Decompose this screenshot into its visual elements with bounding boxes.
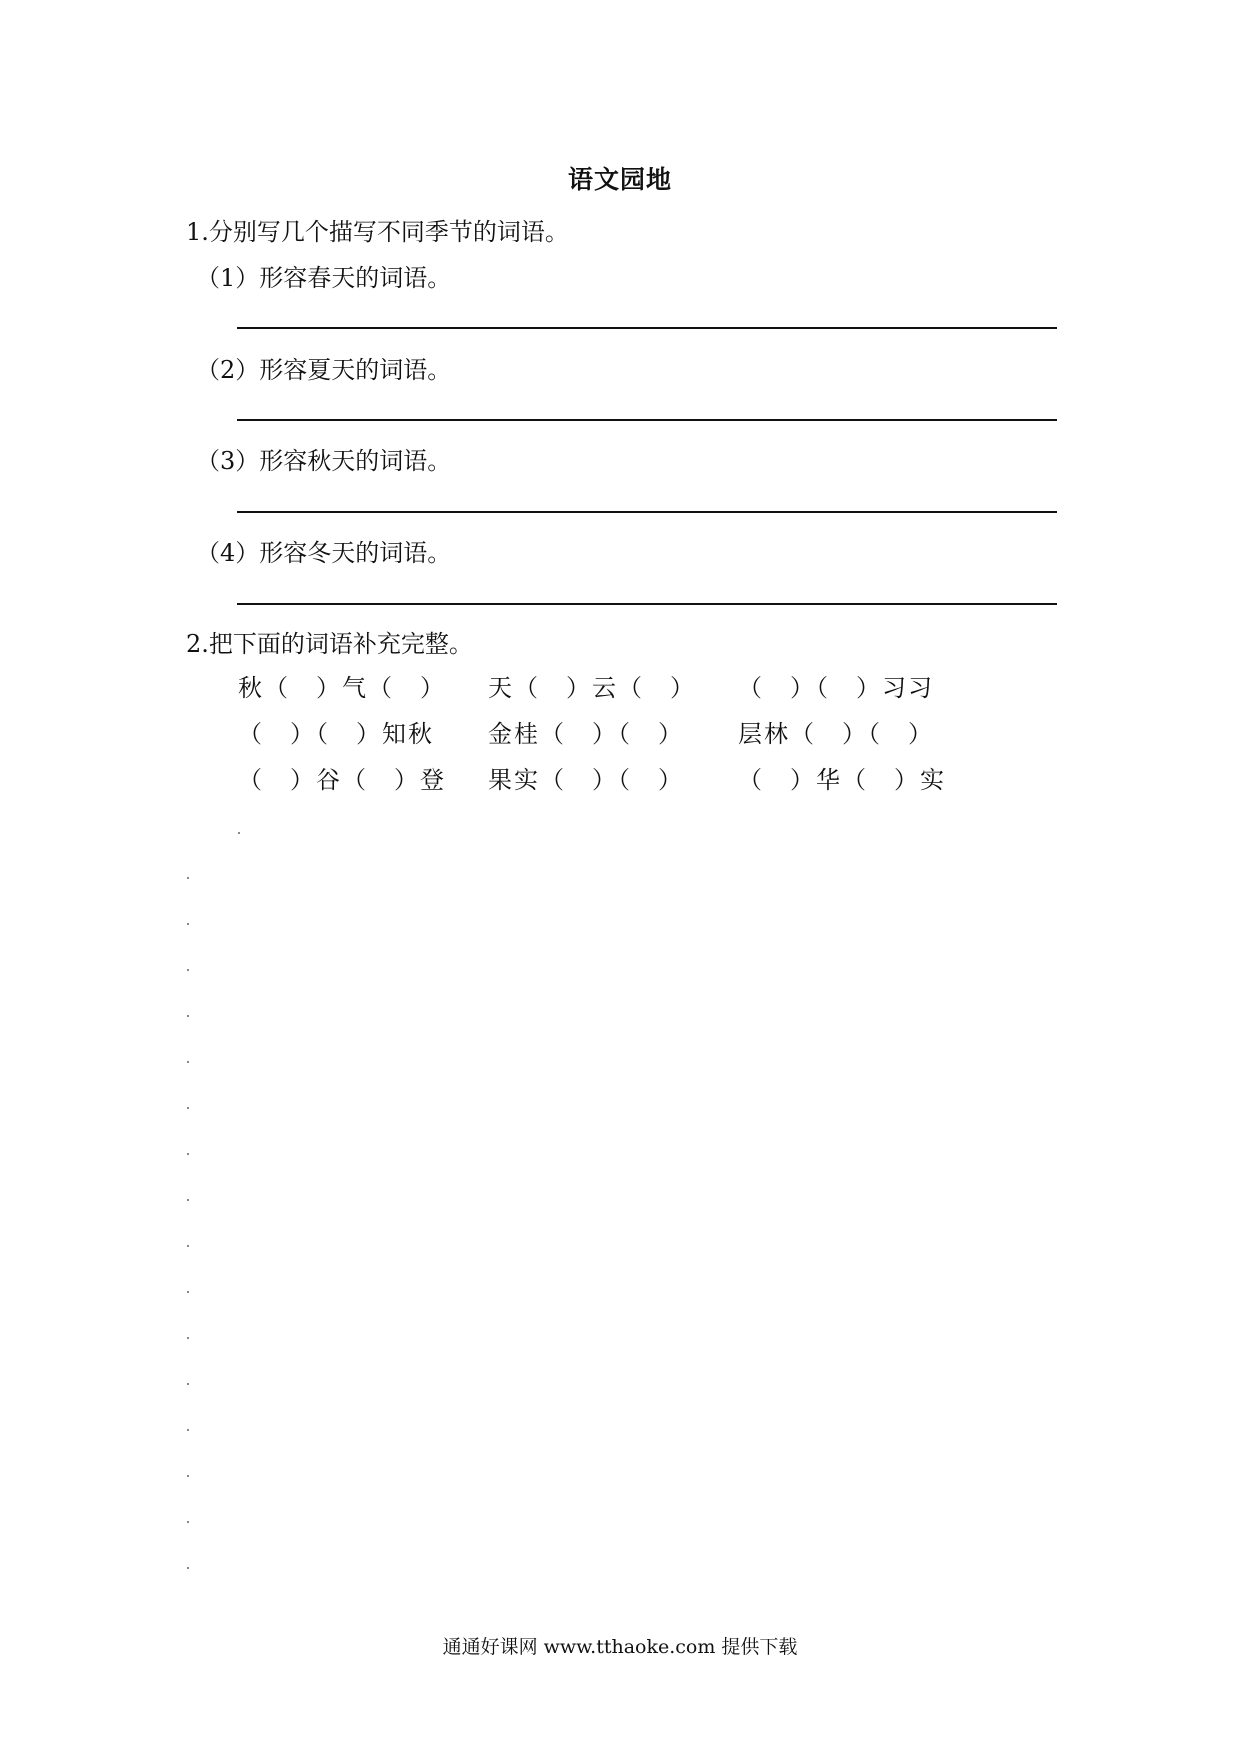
question-1-item-autumn-label: （3）形容秋天的词语。 [196,447,452,475]
margin-dot [187,1107,189,1109]
fill-blank-phrase[interactable]: （ ）谷（ ）登 [238,766,446,794]
question-1-item-spring-label: （1）形容春天的词语。 [196,264,452,292]
fill-blank-phrase[interactable]: （ ）华（ ）实 [738,766,946,794]
question-1-heading: 1.分别写几个描写不同季节的词语。 [186,218,569,246]
question-1-item-autumn-answer-line[interactable] [237,511,1057,513]
fill-blank-phrase[interactable]: 金桂（ ）（ ） [488,720,684,748]
margin-dot [238,832,240,834]
fill-blank-phrase[interactable]: 层林（ ）（ ） [738,720,934,748]
margin-dot [187,1383,189,1385]
margin-dot [187,1199,189,1201]
footer-source-note: 通通好课网 www.tthaoke.com 提供下载 [442,1636,798,1658]
margin-dot [187,1337,189,1339]
margin-dot [187,1015,189,1017]
margin-dot [187,877,189,879]
fill-blank-row [0,668,1240,704]
margin-dot [187,1429,189,1431]
fill-blank-phrase[interactable]: 秋（ ）气（ ） [238,674,446,702]
fill-blank-phrase[interactable]: （ ）（ ）习习 [738,674,934,702]
question-2-heading: 2.把下面的词语补充完整。 [186,630,473,658]
margin-dot [187,1153,189,1155]
question-1-item-summer-label: （2）形容夏天的词语。 [196,356,452,384]
margin-dot [187,1475,189,1477]
fill-blank-phrase[interactable]: （ ）（ ）知秋 [238,720,434,748]
fill-blank-row [0,714,1240,750]
fill-blank-row [0,760,1240,796]
fill-blank-phrase[interactable]: 果实（ ）（ ） [488,766,684,794]
margin-dot [187,969,189,971]
margin-dot [187,1061,189,1063]
page-title: 语文园地 [567,165,672,194]
margin-dot [187,923,189,925]
question-1-item-winter-label: （4）形容冬天的词语。 [196,539,452,567]
question-1-item-winter-answer-line[interactable] [237,603,1057,605]
margin-dot [187,1521,189,1523]
margin-dot [187,1291,189,1293]
margin-dot [187,1567,189,1569]
question-1-item-spring-answer-line[interactable] [237,327,1057,329]
fill-blank-phrase[interactable]: 天（ ）云（ ） [488,674,696,702]
margin-dot [187,1245,189,1247]
question-1-item-summer-answer-line[interactable] [237,419,1057,421]
